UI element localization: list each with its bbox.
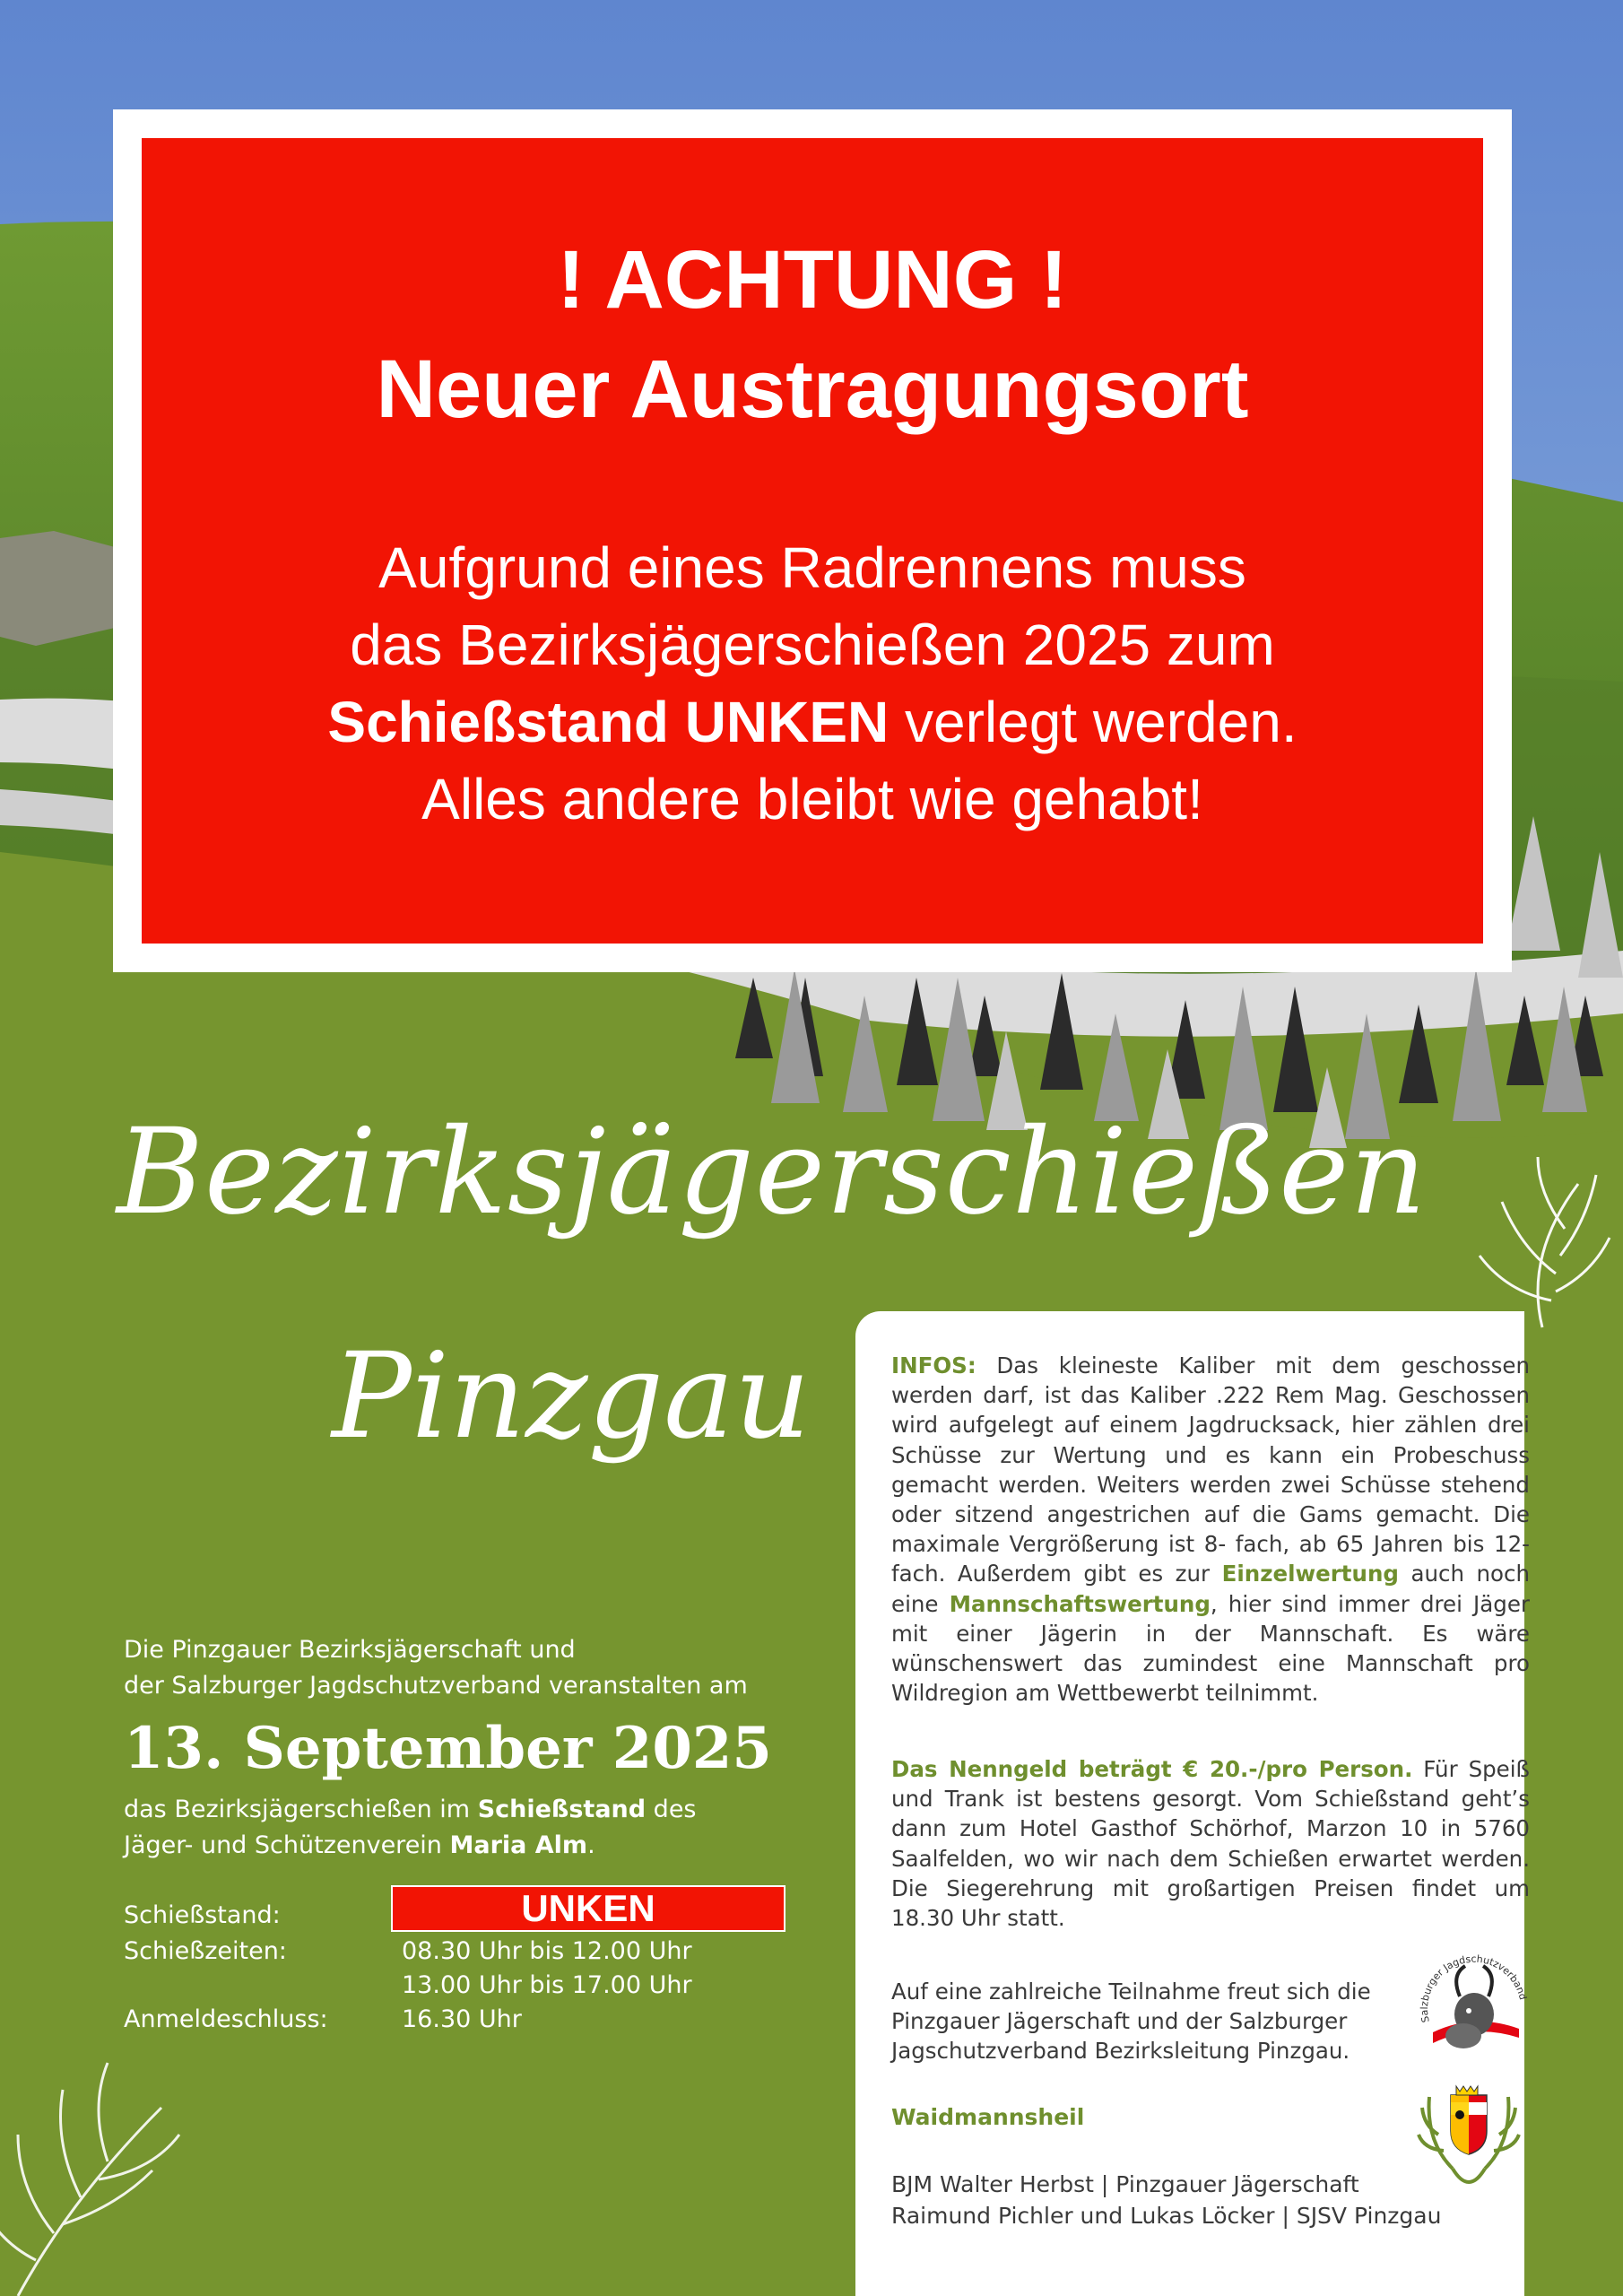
greeting: Waidmannsheil [891, 2104, 1085, 2130]
signature-line1: BJM Walter Herbst | Pinzgauer Jägerschaft [891, 2171, 1359, 2197]
notice-body-line2: das Bezirksjägerschießen 2025 zum [350, 613, 1275, 677]
signatures [891, 2169, 1441, 2231]
pinzgau-antler-crest-icon [1417, 2079, 1521, 2201]
notice-body-line1: Aufgrund eines Radrennens muss [378, 535, 1246, 600]
event-location-line1-a: das Bezirksjägerschießen im [124, 1796, 478, 1823]
notice-body-line4: Alles andere bleibt wie gehabt! [421, 767, 1203, 831]
event-location-line2-c: . [587, 1831, 595, 1859]
notice-title-attention: ! ACHTUNG ! [557, 234, 1068, 326]
event-date: 13. September 2025 [124, 1715, 772, 1782]
event-location-club: Maria Alm [449, 1831, 588, 1859]
fee-paragraph [891, 1754, 1530, 1933]
infos-text-a: Das kleineste Kaliber mit dem geschossen werden darf, ist das Kaliber .222 Rem Mag. Geschossen wird aufgelegt auf einem Jagdrucksack, hier zählen drei Schüsse zur Wertung und es kann ein Probeschuss gemacht werden. Weiters werden zwei Schüsse stehend oder sitzend angestrichen auf die Gams gemacht. Die maximale Vergrößerung ist 8- fach, ab 65 Jahren bis 12- fach. Außerdem gibt es zur [891, 1352, 1530, 1587]
schedule-deadline-label: Anmeldeschluss: [124, 2005, 328, 2033]
fee-lead: Das Nenngeld beträgt € 20.-/pro Person. [891, 1756, 1413, 1782]
intro-line1: Die Pinzgauer Bezirksjägerschaft und [124, 1636, 576, 1664]
schedule-times-label: Schießzeiten: [124, 1937, 287, 1965]
closing-paragraph: Auf eine zahlreiche Teilnahme freut sich die Pinzgauer Jägerschaft und der Salzburger Jagschutzverband Bezirksleitung Pinzgau. [891, 1979, 1371, 2065]
intro-line2: der Salzburger Jagdschutzverband veranstalten am [124, 1672, 748, 1700]
notice-body [142, 529, 1483, 838]
event-location-text [124, 1792, 697, 1864]
schedule-time-morning: 08.30 Uhr bis 12.00 Uhr [402, 1937, 692, 1965]
schedule-stand-label: Schießstand: [124, 1901, 281, 1929]
event-location-line2-a: Jäger- und Schützenverein [124, 1831, 450, 1859]
event-location-line1-c: des [646, 1796, 697, 1823]
notice-box [142, 138, 1483, 944]
jagdschutzverband-logo-icon [1413, 1950, 1535, 2066]
event-region-script: Pinzgau [332, 1327, 811, 1465]
schedule-time-afternoon: 13.00 Uhr bis 17.00 Uhr [402, 1971, 692, 1999]
intro-text [124, 1632, 748, 1704]
notice-body-line3 [142, 683, 1483, 761]
event-location-line1 [124, 1792, 697, 1828]
logo-ring-text: Salzburger Jagdschutzverband [1418, 1952, 1529, 2024]
event-location-line2 [124, 1828, 697, 1864]
notice-body-line3-rest: verlegt werden. [889, 690, 1298, 754]
infos-mannschaftswertung: Mannschaftswertung [949, 1590, 1211, 1617]
schedule-stand-badge: UNKEN [391, 1885, 785, 1932]
signature-line2: Raimund Pichler und Lukas Löcker | SJSV Pinzgau [891, 2203, 1442, 2229]
event-location-stand: Schießstand [477, 1796, 647, 1823]
infos-einzelwertung: Einzelwertung [1221, 1561, 1399, 1587]
infos-text-c: , hier sind immer drei Jäger mit einer Jägerin in der Mannschaft. Es wäre wünschenswert das zumindest eine Mannschaft pro Wildregion am Wettbewerbt teilnimmt. [891, 1590, 1530, 1707]
schedule-deadline-value: 16.30 Uhr [402, 2005, 522, 2033]
event-title-script: Bezirksjägerschießen [117, 1103, 1428, 1241]
notice-body-venue: Schießstand UNKEN [327, 690, 890, 754]
infos-text-b: auch noch eine [891, 1561, 1530, 1617]
infos-paragraph [891, 1351, 1530, 1708]
infos-lead: INFOS: [891, 1352, 976, 1378]
fee-text: Für Speiß und Trank ist bestens gesorgt. Vom Schießstand geht’s dann zum Hotel Gasthof Schörhof, Marzon 10 in 5760 Saalfelden, wo wir nach dem Schießen erwartet werden. Die Siegerehrung mit großartigen Preisen findet um 18.30 Uhr statt. [891, 1756, 1530, 1932]
notice-title-new-venue: Neuer Austragungsort [376, 344, 1249, 435]
